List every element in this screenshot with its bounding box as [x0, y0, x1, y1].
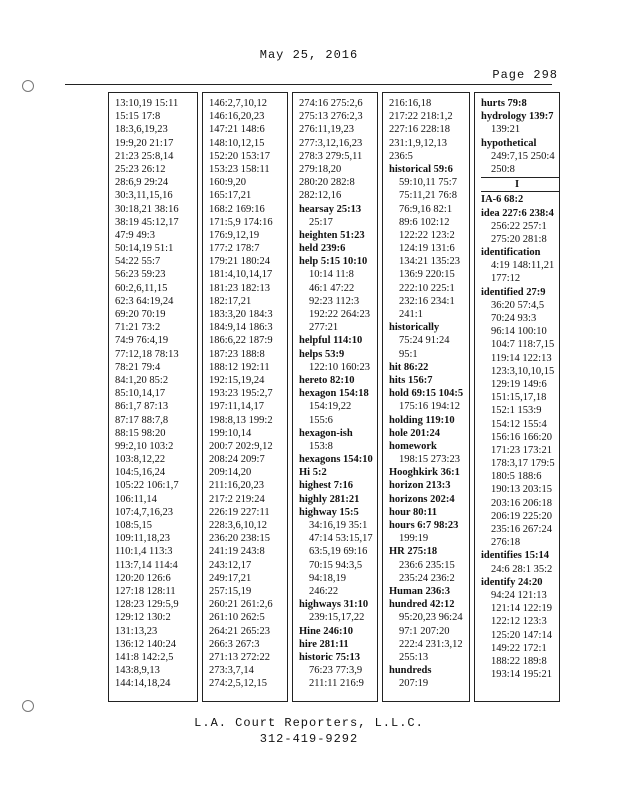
- index-reference: 199:19: [399, 533, 429, 545]
- index-reference: 107:4,7,16,23: [115, 506, 174, 518]
- index-reference: 122:22 123:2: [399, 229, 455, 241]
- index-reference: 143:8,9,13: [115, 665, 160, 677]
- index-reference: 136:9 220:15: [399, 269, 455, 281]
- index-reference: 123:3,10,10,15: [491, 365, 555, 377]
- index-reference: 200:7 202:9,12: [209, 440, 273, 452]
- index-reference: 104:5,16,24: [115, 467, 166, 479]
- index-term: identify 24:20: [481, 576, 543, 588]
- index-term: highways 31:10: [299, 599, 369, 611]
- index-reference: 28:6,9 29:24: [115, 177, 169, 189]
- index-reference: 76:23 77:3,9: [309, 665, 363, 677]
- index-reference: 128:23 129:5,9: [115, 599, 179, 611]
- index-reference: 198:15 273:23: [399, 454, 460, 466]
- index-reference: 273:3,7,14: [209, 665, 254, 677]
- index-reference: 246:22: [309, 585, 339, 597]
- index-reference: 168:2 169:16: [209, 203, 265, 215]
- index-reference: 75:11,21 76:8: [399, 190, 457, 202]
- index-term: Human 236:3: [389, 585, 450, 597]
- index-reference: 87:17 88:7,8: [115, 414, 169, 426]
- index-reference: 139:21: [491, 124, 521, 136]
- index-reference: 103:8,12,22: [115, 454, 166, 466]
- index-reference: 25:17: [309, 216, 333, 228]
- index-reference: 96:14 100:10: [491, 326, 547, 338]
- index-reference: 34:16,19 35:1: [309, 520, 368, 531]
- index-reference: 179:21 180:24: [209, 256, 270, 268]
- index-reference: 18:3,6,19,23: [115, 124, 168, 136]
- index-reference: 188:22 189:8: [491, 655, 547, 667]
- index-reference: 186:6,22 187:9: [209, 335, 273, 347]
- header-rule: [65, 84, 552, 85]
- index-term: highly 281:21: [299, 493, 360, 505]
- index-reference: 75:24 91:24: [399, 335, 450, 347]
- index-reference: 136:12 140:24: [115, 638, 176, 650]
- index-reference: 171:5,9 174:16: [209, 216, 273, 228]
- index-term: hit 86:22: [389, 361, 429, 373]
- index-reference: 217:22 218:1,2: [389, 111, 453, 123]
- index-reference: 95:20,23 96:24: [399, 612, 463, 624]
- index-reference: 74:9 76:4,19: [115, 335, 169, 347]
- index-reference: 105:22 106:1,7: [115, 480, 179, 492]
- index-reference: 131:13,23: [115, 625, 158, 637]
- index-reference: 250:8: [491, 163, 515, 175]
- index-reference: 152:1 153:9: [491, 405, 542, 417]
- index-reference: 192:22 264:23: [309, 309, 370, 320]
- index-reference: 255:13: [399, 651, 429, 663]
- index-term: hours 6:7 98:23: [389, 520, 459, 531]
- index-term: highest 7:16: [299, 480, 353, 492]
- index-term: HR 275:18: [389, 546, 438, 558]
- index-reference: 175:16 194:12: [399, 401, 460, 413]
- index-term: hundred 42:12: [389, 599, 455, 611]
- index-reference: 222:10 225:1: [399, 282, 455, 294]
- page-number: Page 298: [492, 68, 558, 82]
- index-reference: 15:15 17:8: [115, 111, 161, 123]
- index-reference: 19:9,20 21:17: [115, 137, 174, 149]
- index-reference: 141:8 142:2,5: [115, 651, 174, 663]
- binder-hole-top: [22, 80, 34, 92]
- index-column-3: [292, 92, 378, 702]
- index-reference: 148:10,12,15: [209, 137, 265, 149]
- index-term: hole 201:24: [389, 427, 441, 439]
- index-reference: 184:9,14 186:3: [209, 322, 273, 334]
- index-reference: 178:3,17 179:5: [491, 458, 555, 470]
- index-reference: 106:11,14: [115, 493, 157, 505]
- index-reference: 146:2,7,10,12: [209, 98, 268, 109]
- index-reference: 89:6 102:12: [399, 216, 450, 228]
- index-term: Hooghkirk 36:1: [389, 467, 460, 479]
- page-date: May 25, 2016: [259, 48, 359, 62]
- index-reference: 271:13 272:22: [209, 651, 270, 663]
- index-reference: 153:23 158:11: [209, 163, 270, 175]
- index-reference: 144:14,18,24: [115, 678, 171, 690]
- index-reference: 127:18 128:11: [115, 585, 176, 597]
- index-reference: 274:2,5,12,15: [209, 678, 268, 690]
- index-reference: 235:24 236:2: [399, 572, 455, 584]
- index-reference: 119:14 122:13: [491, 352, 552, 364]
- index-reference: 188:12 192:11: [209, 361, 270, 373]
- index-reference: 192:15,19,24: [209, 374, 265, 386]
- index-term: highway 15:5: [299, 506, 359, 518]
- index-reference: 235:16 267:24: [491, 524, 552, 535]
- index-reference: 30:3,11,15,16: [115, 190, 173, 202]
- index-reference: 228:3,6,10,12: [209, 520, 268, 531]
- index-term: Hi 5:2: [299, 467, 327, 479]
- binder-hole-bottom: [22, 700, 34, 712]
- index-reference: 160:9,20: [209, 177, 247, 189]
- index-reference: 187:23 188:8: [209, 348, 265, 360]
- index-reference: 206:19 225:20: [491, 510, 552, 522]
- index-reference: 122:10 160:23: [309, 361, 370, 373]
- index-term: identified 27:9: [481, 286, 546, 298]
- index-reference: 227:16 228:18: [389, 124, 450, 136]
- index-reference: 180:5 188:6: [491, 471, 542, 483]
- index-reference: 279:18,20: [299, 163, 342, 175]
- index-reference: 70:24 93:3: [491, 313, 537, 324]
- index-reference: 165:17,21: [209, 190, 252, 202]
- index-reference: 209:14,20: [209, 467, 252, 479]
- index-term: help 5:15 10:10: [299, 256, 368, 268]
- index-reference: 216:16,18: [389, 98, 432, 109]
- index-term: hereto 82:10: [299, 374, 355, 386]
- index-reference: 222:4 231:3,12: [399, 638, 463, 650]
- index-term: historically: [389, 322, 440, 334]
- index-reference: 177:12: [491, 273, 521, 285]
- index-term: hearsay 25:13: [299, 203, 362, 215]
- index-reference: 278:3 279:5,11: [299, 150, 363, 162]
- index-reference: 208:24 209:7: [209, 454, 265, 466]
- index-reference: 197:11,14,17: [209, 401, 265, 413]
- index-reference: 25:23 26:12: [115, 163, 166, 175]
- index-term: horizons 202:4: [389, 493, 455, 505]
- index-reference: 257:15,19: [209, 585, 252, 597]
- index-column-5: [474, 92, 560, 702]
- index-reference: 277:21: [309, 322, 339, 334]
- index-letter-heading: I: [481, 177, 559, 192]
- index-term: hits 156:7: [389, 374, 433, 386]
- index-reference: 236:5: [389, 150, 413, 162]
- index-column-1: [108, 92, 198, 702]
- index-term: helpful 114:10: [299, 335, 363, 347]
- index-term: hire 281:11: [299, 638, 349, 650]
- index-reference: 260:21 261:2,6: [209, 599, 273, 611]
- index-reference: 152:20 153:17: [209, 150, 270, 162]
- index-reference: 182:17,21: [209, 295, 252, 307]
- index-term: idea 227:6 238:4: [481, 207, 554, 219]
- index-reference: 181:4,10,14,17: [209, 269, 273, 281]
- index-reference: 147:21 148:6: [209, 124, 265, 136]
- index-reference: 151:15,17,18: [491, 392, 547, 404]
- index-reference: 239:15,17,22: [309, 612, 365, 624]
- index-term: Hine 246:10: [299, 625, 353, 637]
- index-reference: 104:7 118:7,15: [491, 339, 555, 351]
- index-term: horizon 213:3: [389, 480, 451, 492]
- index-reference: 99:2,10 103:2: [115, 440, 174, 452]
- index-term: holding 119:10: [389, 414, 455, 426]
- index-reference: 280:20 282:8: [299, 177, 355, 189]
- index-reference: 24:6 28:1 35:2: [491, 563, 553, 575]
- index-reference: 71:21 73:2: [115, 322, 161, 334]
- index-reference: 276:18: [491, 537, 521, 549]
- index-reference: 120:20 126:6: [115, 572, 171, 584]
- index-reference: 134:21 135:23: [399, 256, 460, 268]
- index-term: heighten 51:23: [299, 229, 365, 241]
- index-reference: 211:11 216:9: [309, 678, 364, 690]
- index-reference: 54:22 55:7: [115, 256, 161, 268]
- index-reference: 84:1,20 85:2: [115, 374, 169, 386]
- word-index-grid: [108, 92, 556, 702]
- index-reference: 181:23 182:13: [209, 282, 270, 294]
- index-reference: 36:20 57:4,5: [491, 299, 545, 311]
- index-reference: 88:15 98:20: [115, 427, 166, 439]
- index-reference: 113:7,14 114:4: [115, 559, 178, 571]
- index-reference: 47:9 49:3: [115, 229, 155, 241]
- index-term: historical 59:6: [389, 163, 453, 175]
- index-reference: 94:18,19: [309, 572, 347, 584]
- index-reference: 149:22 172:1: [491, 642, 547, 654]
- index-reference: 211:16,20,23: [209, 480, 265, 492]
- index-reference: 266:3 267:3: [209, 638, 260, 650]
- index-reference: 193:23 195:2,7: [209, 388, 273, 400]
- index-reference: 146:16,20,23: [209, 111, 265, 123]
- index-reference: 282:12,16: [299, 190, 342, 202]
- index-reference: 231:1,9,12,13: [389, 137, 448, 149]
- index-term: hour 80:11: [389, 506, 437, 518]
- index-reference: 193:14 195:21: [491, 669, 552, 681]
- index-term: identifies 15:14: [481, 550, 549, 562]
- index-reference: 124:19 131:6: [399, 243, 455, 255]
- index-reference: 277:3,12,16,23: [299, 137, 363, 149]
- index-reference: 275:20 281:8: [491, 233, 547, 245]
- index-term: identification: [481, 247, 541, 259]
- index-reference: 76:9,16 82:1: [399, 203, 453, 215]
- index-reference: 125:20 147:14: [491, 629, 552, 641]
- index-reference: 276:11,19,23: [299, 124, 355, 136]
- index-reference: 249:7,15 250:4: [491, 150, 555, 162]
- index-term: hexagon 154:18: [299, 388, 369, 400]
- index-reference: 21:23 25:8,14: [115, 150, 174, 162]
- index-reference: 97:1 207:20: [399, 625, 450, 637]
- index-reference: 155:6: [309, 414, 333, 426]
- index-term: homework: [389, 440, 437, 452]
- index-reference: 129:19 149:6: [491, 378, 547, 390]
- index-reference: 183:3,20 184:3: [209, 309, 273, 320]
- index-reference: 261:10 262:5: [209, 612, 265, 624]
- index-reference: 198:8,13 199:2: [209, 414, 273, 426]
- index-reference: 217:2 219:24: [209, 493, 265, 505]
- index-reference: 156:16 166:20: [491, 431, 552, 443]
- index-term: hurts 79:8: [481, 98, 527, 109]
- index-reference: 274:16 275:2,6: [299, 98, 363, 109]
- index-reference: 109:11,18,23: [115, 533, 171, 545]
- index-reference: 236:6 235:15: [399, 559, 455, 571]
- footer-phone: 312-419-9292: [259, 732, 359, 746]
- index-term: hundreds: [389, 665, 432, 677]
- index-reference: 177:2 178:7: [209, 243, 260, 255]
- index-term: held 239:6: [299, 243, 346, 255]
- index-reference: 264:21 265:23: [209, 625, 270, 637]
- index-reference: 47:14 53:15,17: [309, 533, 373, 545]
- index-column-4: [382, 92, 470, 702]
- index-reference: 256:22 257:1: [491, 220, 547, 232]
- index-term: hypothetical: [481, 137, 537, 149]
- index-reference: 38:19 45:12,17: [115, 216, 179, 228]
- index-reference: 243:12,17: [209, 559, 252, 571]
- index-reference: 199:10,14: [209, 427, 252, 439]
- index-reference: 78:21 79:4: [115, 361, 161, 373]
- index-reference: 95:1: [399, 348, 418, 360]
- index-reference: 63:5,19 69:16: [309, 546, 368, 558]
- index-reference: 176:9,12,19: [209, 229, 260, 241]
- index-reference: 275:13 276:2,3: [299, 111, 363, 123]
- index-term: hydrology 139:7: [481, 111, 554, 123]
- index-term: hexagon-ish: [299, 427, 353, 439]
- index-column-2: [202, 92, 288, 702]
- index-reference: 108:5,15: [115, 520, 153, 531]
- index-reference: 249:17,21: [209, 572, 252, 584]
- index-reference: 13:10,19 15:11: [115, 98, 179, 109]
- index-reference: 190:13 203:15: [491, 484, 552, 496]
- index-reference: 60:2,6,11,15: [115, 282, 168, 294]
- index-reference: 30:18,21 38:16: [115, 203, 179, 215]
- index-reference: 10:14 11:8: [309, 269, 354, 281]
- index-reference: 129:12 130:2: [115, 612, 171, 624]
- index-reference: 59:10,11 75:7: [399, 177, 457, 189]
- index-reference: 70:15 94:3,5: [309, 559, 363, 571]
- index-reference: 122:12 123:3: [491, 616, 547, 628]
- index-reference: 4:19 148:11,21: [491, 260, 555, 272]
- index-reference: 171:23 173:21: [491, 444, 552, 456]
- index-term: hexagons 154:10: [299, 454, 373, 466]
- index-reference: 236:20 238:15: [209, 533, 270, 545]
- index-reference: 50:14,19 51:1: [115, 243, 174, 255]
- index-reference: 77:12,18 78:13: [115, 348, 179, 360]
- index-reference: 85:10,14,17: [115, 388, 166, 400]
- index-reference: 110:1,4 113:3: [115, 546, 173, 558]
- index-reference: 94:24 121:13: [491, 589, 547, 601]
- index-reference: 121:14 122:19: [491, 603, 552, 615]
- index-term: IA-6 68:2: [481, 194, 524, 206]
- index-reference: 153:8: [309, 440, 333, 452]
- index-term: helps 53:9: [299, 348, 345, 360]
- index-term: historic 75:13: [299, 651, 360, 663]
- index-term: hold 69:15 104:5: [389, 388, 464, 400]
- index-reference: 69:20 70:19: [115, 309, 166, 320]
- index-reference: 154:19,22: [309, 401, 352, 413]
- index-reference: 62:3 64:19,24: [115, 295, 174, 307]
- footer-company: L.A. Court Reporters, L.L.C.: [194, 716, 424, 730]
- index-reference: 226:19 227:11: [209, 506, 270, 518]
- index-reference: 207:19: [399, 678, 429, 690]
- index-reference: 56:23 59:23: [115, 269, 166, 281]
- index-reference: 92:23 112:3: [309, 295, 360, 307]
- index-reference: 241:19 243:8: [209, 546, 265, 558]
- index-reference: 232:16 234:1: [399, 295, 455, 307]
- index-reference: 203:16 206:18: [491, 497, 552, 509]
- index-reference: 241:1: [399, 309, 423, 320]
- index-reference: 46:1 47:22: [309, 282, 355, 294]
- index-reference: 154:12 155:4: [491, 418, 547, 430]
- index-reference: 86:1,7 87:13: [115, 401, 169, 413]
